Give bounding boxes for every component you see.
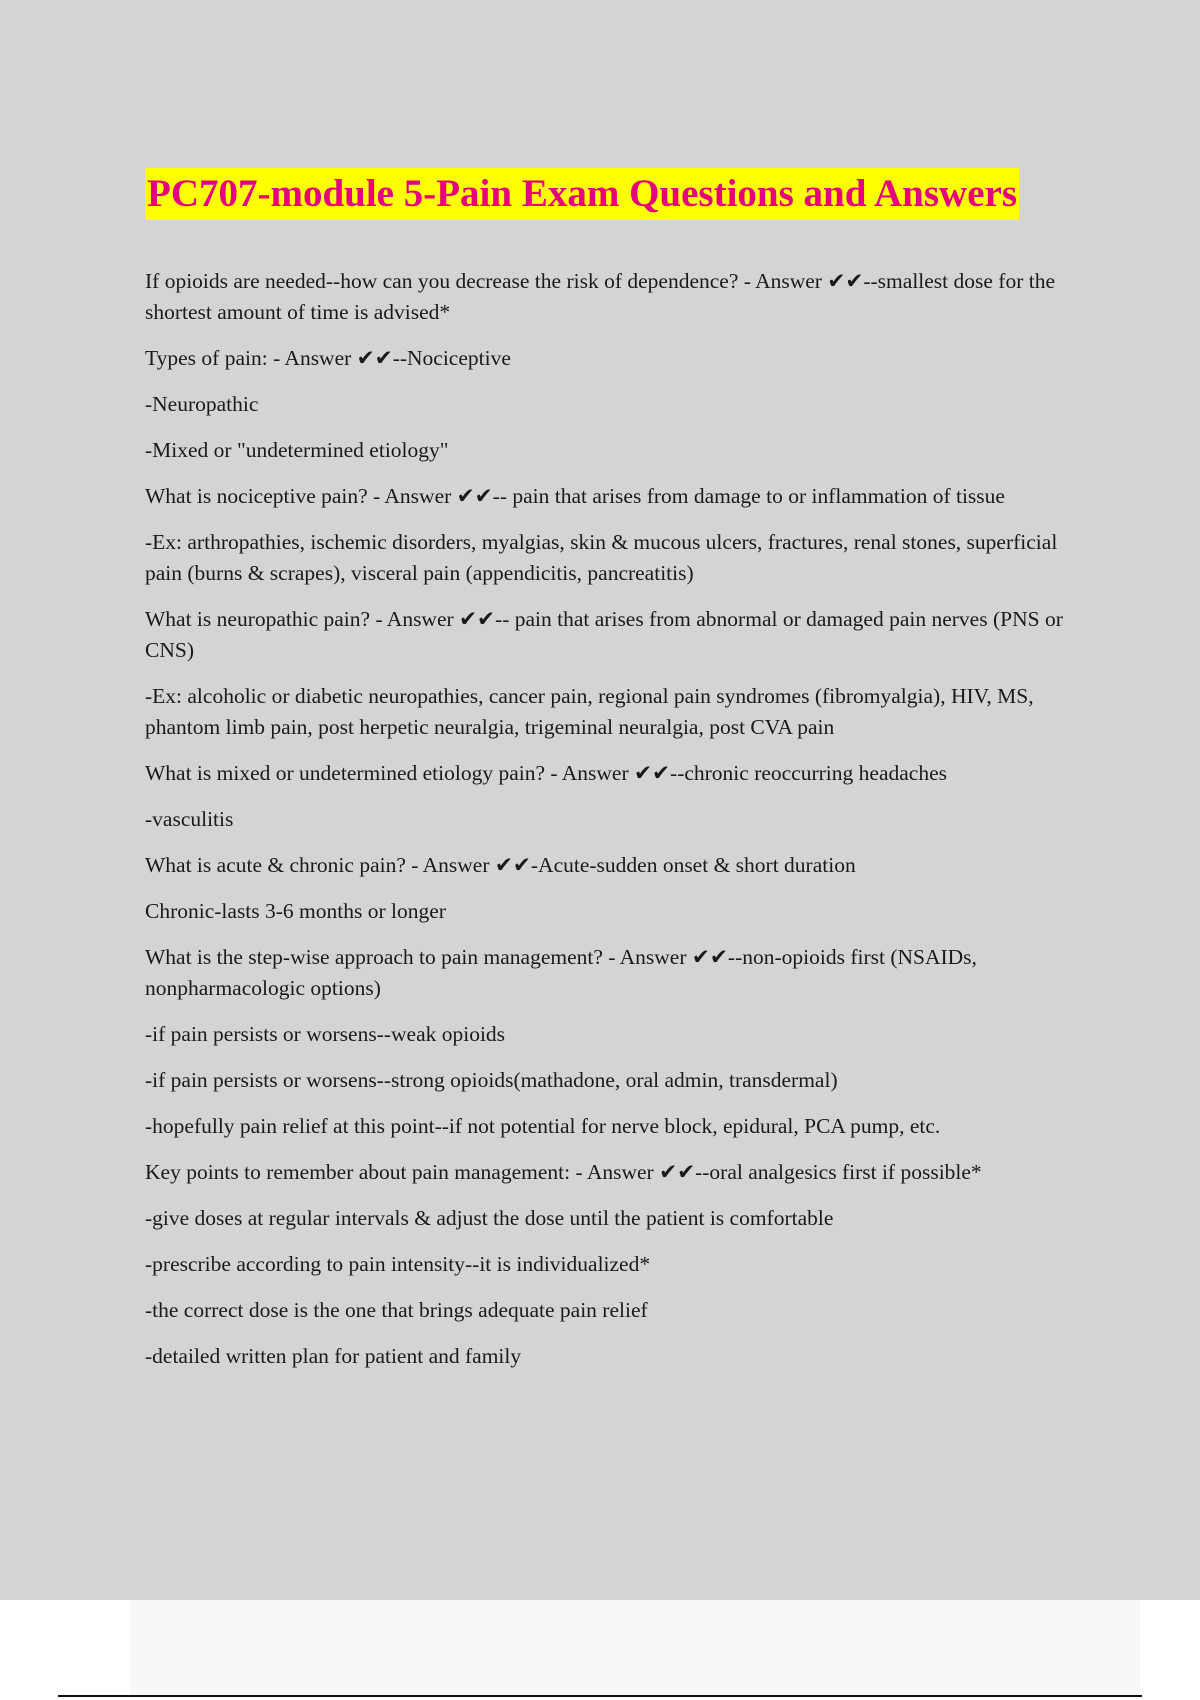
paragraph: -Mixed or "undetermined etiology" [145, 438, 449, 462]
paragraph: -hopefully pain relief at this point--if not potential for nerve block, epidural, PCA pump, etc. [145, 1114, 941, 1138]
paragraph: What is neuropathic pain? - Answer ✔✔-- pain that arises from abnormal or damaged pain nerves (PNS or CNS) [145, 607, 1063, 662]
paragraph: -if pain persists or worsens--strong opioids(mathadone, oral admin, transdermal) [145, 1068, 838, 1092]
title-block [145, 168, 1019, 220]
paragraph: Types of pain: - Answer ✔✔--Nociceptive [145, 346, 511, 370]
paragraph: -if pain persists or worsens--weak opioids [145, 1022, 506, 1046]
paragraph: What is acute & chronic pain? - Answer ✔✔-Acute-sudden onset & short duration [145, 853, 856, 877]
document-body [145, 266, 1085, 1387]
paragraph: What is nociceptive pain? - Answer ✔✔-- pain that arises from damage to or inflammation of tissue [145, 484, 1005, 508]
paragraph: -prescribe according to pain intensity--it is individualized* [145, 1252, 651, 1276]
paragraph: -give doses at regular intervals & adjust the dose until the patient is comfortable [145, 1206, 834, 1230]
paragraph: -Ex: alcoholic or diabetic neuropathies, cancer pain, regional pain syndromes (fibromyalgia), HIV, MS, phantom limb pain, post herpetic neuralgia, trigeminal neuralgia, post CVA pain [145, 684, 1034, 739]
page-edge-shade [130, 1600, 1140, 1696]
paragraph: -Ex: arthropathies, ischemic disorders, myalgias, skin & mucous ulcers, fractures, renal stones, superficial pain (burns & scrapes), visceral pain (appendicitis, pancreatitis) [145, 530, 1058, 585]
paragraph: If opioids are needed--how can you decrease the risk of dependence? - Answer ✔✔--smallest dose for the shortest amount of time is advised* [145, 269, 1056, 324]
paragraph: Key points to remember about pain management: - Answer ✔✔--oral analgesics first if possible* [145, 1160, 982, 1184]
paragraph: -vasculitis [145, 807, 234, 831]
paragraph: -detailed written plan for patient and family [145, 1344, 522, 1368]
paragraph: What is the step-wise approach to pain management? - Answer ✔✔--non-opioids first (NSAIDs, nonpharmacologic options) [145, 945, 977, 1000]
paragraph: -the correct dose is the one that brings adequate pain relief [145, 1298, 648, 1322]
next-page-preview [0, 1600, 1200, 1700]
document-title: PC707-module 5-Pain Exam Questions and Answers [145, 168, 1019, 220]
paragraph: -Neuropathic [145, 392, 259, 416]
paragraph: What is mixed or undetermined etiology pain? - Answer ✔✔--chronic reoccurring headaches [145, 761, 947, 785]
paragraph: Chronic-lasts 3-6 months or longer [145, 899, 446, 923]
page-divider-line [58, 1695, 1142, 1697]
